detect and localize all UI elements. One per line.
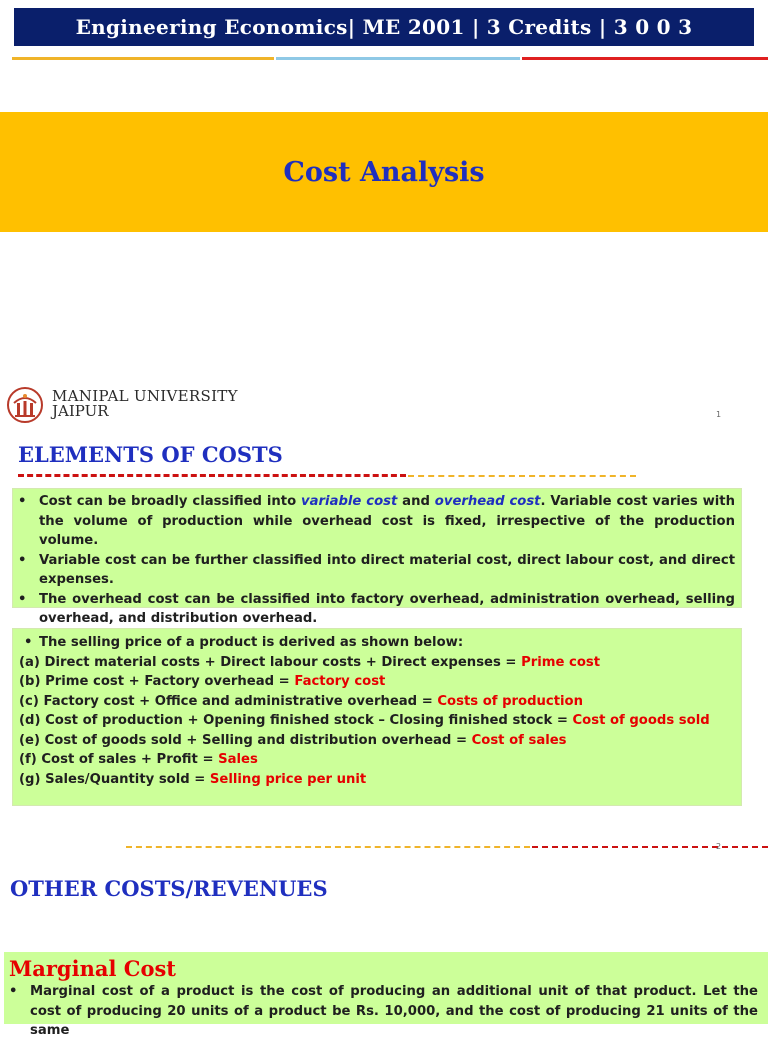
header-rule-blue (276, 57, 520, 60)
formula-result: Factory cost (294, 674, 386, 689)
formula-text: (d) Cost of production + Opening finished stock – Closing finished stock = (19, 713, 573, 728)
formula-line (19, 711, 735, 731)
divider-gold (126, 846, 530, 848)
formula-result: Costs of production (437, 693, 584, 709)
overhead-cost-term: overhead cost (434, 494, 541, 509)
slide-title: Cost Analysis (283, 156, 485, 188)
selling-price-box (12, 628, 742, 806)
formula-line (19, 750, 735, 770)
formula-text: (a) Direct material costs + Direct labour costs + Direct expenses = (19, 654, 522, 670)
section-heading: OTHER COSTS/REVENUES (10, 876, 328, 901)
formula-line (19, 692, 735, 712)
formula-line (19, 770, 735, 790)
formula-text: (c) Factory cost + Office and administrative overhead = (19, 693, 438, 709)
formula-line (19, 653, 735, 673)
university-logo-icon (4, 385, 46, 425)
title-band (0, 112, 768, 232)
header-rule-gold (12, 57, 274, 60)
bullet-text: and (397, 494, 435, 509)
formula-text: (e) Cost of goods sold + Selling and distribution overhead = (19, 732, 472, 748)
page-number: 2 (716, 842, 722, 851)
variable-cost-term: variable cost (301, 494, 398, 509)
formula-result: Sales (218, 752, 258, 767)
course-header: Engineering Economics| ME 2001 | 3 Credits | 3 0 0 3 (14, 8, 754, 46)
university-name-line2: JAIPUR (52, 402, 109, 420)
marginal-cost-box (4, 952, 768, 1038)
formula-line (19, 672, 735, 692)
formula-text: (b) Prime cost + Factory overhead = (19, 674, 295, 689)
section-heading: ELEMENTS OF COSTS (18, 442, 283, 467)
heading-underline-gold (408, 475, 636, 477)
formula-result: Prime cost (521, 654, 601, 670)
divider-red (532, 846, 768, 848)
heading-underline-red (18, 474, 406, 477)
header-rule-red (522, 57, 768, 60)
bullet-text: . Variable cost varies with the volume of production while overhead cost is fixed, irrespective of the production volume. (39, 494, 735, 548)
formula-line (19, 731, 735, 751)
list-item: • Variable cost can be further classified into direct material cost, direct labour cost, and direct expenses. (13, 551, 735, 590)
list-item: • The overhead cost can be classified into factory overhead, administration overhead, selling overhead, and distribution overhead. (13, 590, 735, 629)
selling-price-intro: • The selling price of a product is derived as shown below: (19, 633, 735, 653)
formula-result: Selling price per unit (209, 771, 367, 787)
formula-text: (f) Cost of sales + Profit = (19, 752, 219, 767)
marginal-cost-title: Marginal Cost (9, 956, 176, 981)
page-number: 1 (716, 410, 722, 419)
formula-result: Cost of sales (471, 732, 567, 748)
list-item (13, 492, 735, 551)
list-item: • Marginal cost of a product is the cost of producing an additional unit of that product. Let the cost of producing 20 units of a product be Rs. 10,000, and the cost of producing 21 units of the same (4, 982, 758, 1041)
bullet-text: Cost can be broadly classified into (39, 494, 302, 509)
formula-text: (g) Sales/Quantity sold = (19, 771, 210, 787)
formula-result: Cost of goods sold (572, 713, 710, 728)
university-name-line1: MANIPAL UNIVERSITY (52, 387, 238, 405)
cost-classification-box (12, 488, 742, 626)
